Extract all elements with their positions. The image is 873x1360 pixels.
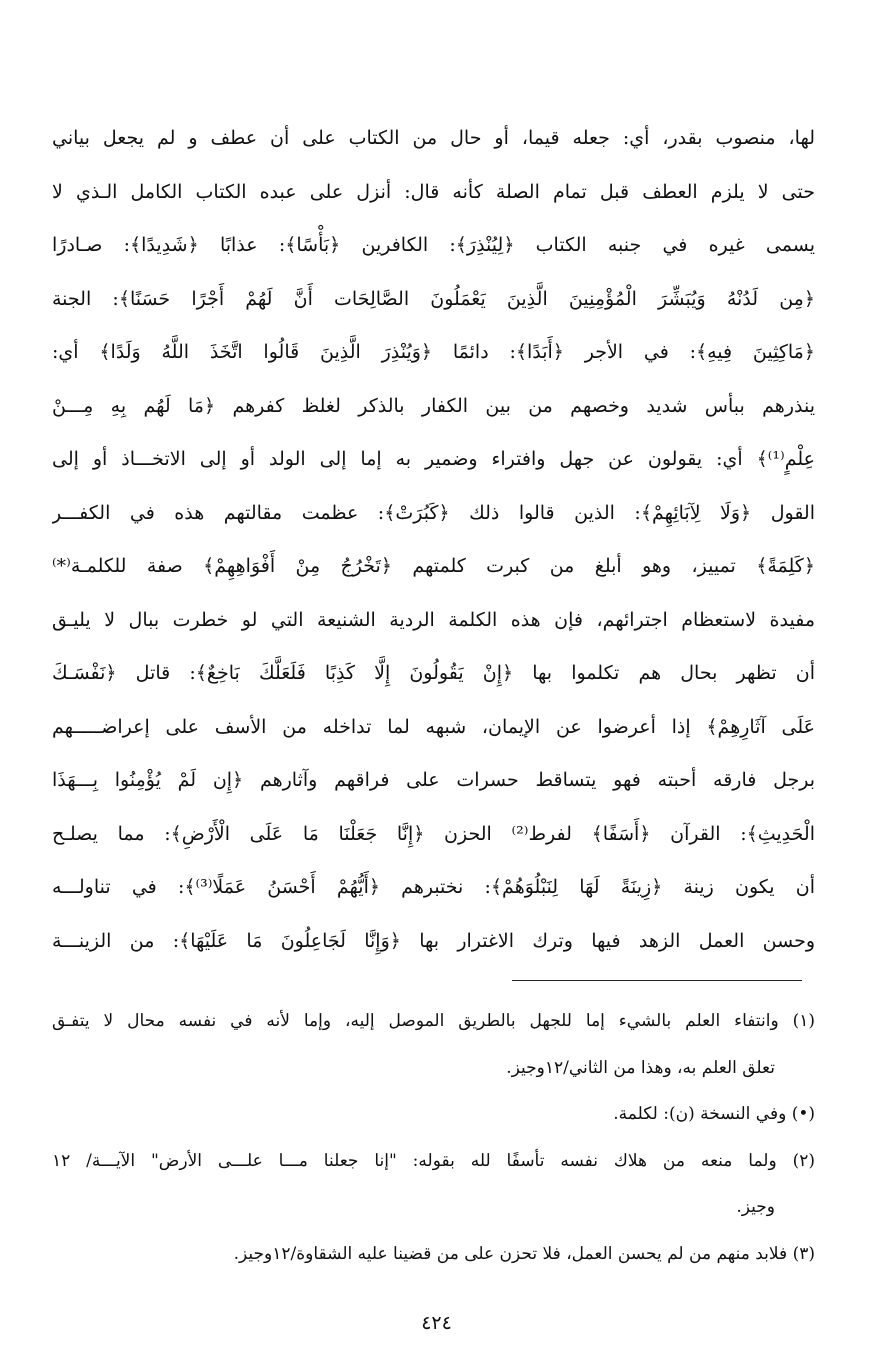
page-number: ٤٢٤ bbox=[421, 1312, 452, 1334]
footnote-2-continuation: وجيز. bbox=[736, 1197, 775, 1217]
footnote-2: (٢) ولما منعه من هلاك نفسه تأسفًا لله بقوله: "إنا جعلنا مـــا علـــى الأرض" الآيـــة/ ١٢ bbox=[52, 1150, 815, 1171]
footnotes-section bbox=[52, 998, 815, 1277]
text-line-9: ﴿كَلِمَةً﴾ تمييز، وهو أبلغ من كبرت كلمتهم ﴿تَخْرُجُ مِنْ أَفْوَاهِهِمْ﴾ صفة للكلمـة⁽*⁾ bbox=[52, 555, 815, 577]
text-line-7: عِلْمٍ⁽¹⁾﴾ أي: يقولون عن جهل وافتراء وضمير به إما إلى الولد أو إلى الاتخـــاذ أو إلى bbox=[52, 448, 815, 470]
text-line-13: برجل فارقه أحبته فهو يتساقط حسرات على فراقهم وآثارهم ﴿إِن لَمْ يُؤْمِنُوا بِـــهَذَا bbox=[52, 769, 815, 791]
text-line-11: أن تظهر بحال هم تكلموا بها ﴿إِنْ يَقُولُونَ إِلَّا كَذِبًا فَلَعَلَّكَ بَاخِعٌ﴾: قاتل ﴿نَفْسَـكَ bbox=[52, 662, 815, 684]
text-line-1: لها، منصوب بقدر، أي: جعله قيما، أو حال من الكتاب على أن عطف و لم يجعل بياني bbox=[52, 127, 815, 149]
main-body-text bbox=[52, 112, 815, 968]
text-line-6: ينذرهم ببأس شديد وخصهم من بين الكفار بالذكر لغلظ كفرهم ﴿مَا لَهُم بِهِ مِـــنْ bbox=[52, 394, 815, 417]
text-line-15: أن يكون زينة ﴿زِينَةً لَهَا لِنَبْلُوَهُمْ﴾: نختبرهم ﴿أَيُّهُمْ أَحْسَنُ عَمَلًا⁽³⁾﴾: في تناولـــه bbox=[52, 876, 815, 898]
text-line-5: ﴿مَاكِثِينَ فِيهِ﴾: في الأجر ﴿أَبَدًا﴾: دائمًا ﴿وَيُنْذِرَ الَّذِينَ قَالُوا اتَّخَذَ اللَّهُ وَلَدًا﴾ أي: bbox=[52, 341, 815, 363]
footnote-1: (١) وانتفاء العلم بالشيء إما للجهل بالطريق الموصل إليه، وإما لأنه في نفسه محال لا يتفـق bbox=[52, 1011, 815, 1031]
text-line-4: ﴿مِن لَدُنْهُ وَيُبَشِّرَ الْمُؤْمِنِينَ الَّذِينَ يَعْمَلُونَ الصَّالِحَات أَنَّ لَهُمْ أَجْرًا حَسَنًا﴾: الجنة bbox=[52, 287, 815, 310]
text-line-3: يسمى غيره في جنبه الكتاب ﴿لِيُنْذِرَ﴾: الكافرين ﴿بَأْسًا﴾: عذابًا ﴿شَدِيدًا﴾: صـادرًا bbox=[52, 234, 815, 256]
text-line-16: وحسن العمل الزهد فيها وترك الاغترار بها ﴿وَإِنَّا لَجَاعِلُونَ مَا عَلَيْهَا﴾: من الزينـــة bbox=[52, 929, 815, 952]
text-line-12: عَلَى آثَارِهِمْ﴾ إذا أعرضوا عن الإيمان، شبهه لما تداخله من الأسف على إعراضـــــهم bbox=[52, 715, 815, 738]
footnote-divider bbox=[512, 980, 802, 981]
text-line-14: الْحَدِيثِ﴾: القرآن ﴿أَسَفًا﴾ لفرط⁽²⁾ الحزن ﴿إِنَّا جَعَلْنَا مَا عَلَى الْأَرْضِ﴾: مما يصلـح bbox=[52, 822, 815, 845]
footnote-3: (٣) فلابد منهم من لم يحسن العمل، فلا تحزن على من قضينا عليه الشقاوة/١٢وجيز. bbox=[233, 1243, 815, 1264]
text-line-8: القول ﴿وَلَا لِآبَائِهِمْ﴾: الذين قالوا ذلك ﴿كَبُرَتْ﴾: عظمت مقالتهم هذه في الكفـــر bbox=[52, 501, 815, 524]
footnote-1-continuation: تعلق العلم به، وهذا من الثاني/١٢وجيز. bbox=[506, 1057, 775, 1078]
text-line-10: مفيدة لاستعظام اجترائهم، فإن هذه الكلمة الردية الشنيعة التي لو خطرت ببال لا يليـق bbox=[52, 608, 815, 631]
text-line-2: حتى لا يلزم العطف قبل تمام الصلة كأنه قال: أنزل على عبده الكتاب الكامل الـذي لا bbox=[52, 180, 815, 203]
footnote-star: (•) وفي النسخة (ن): لكلمة. bbox=[613, 1104, 815, 1124]
